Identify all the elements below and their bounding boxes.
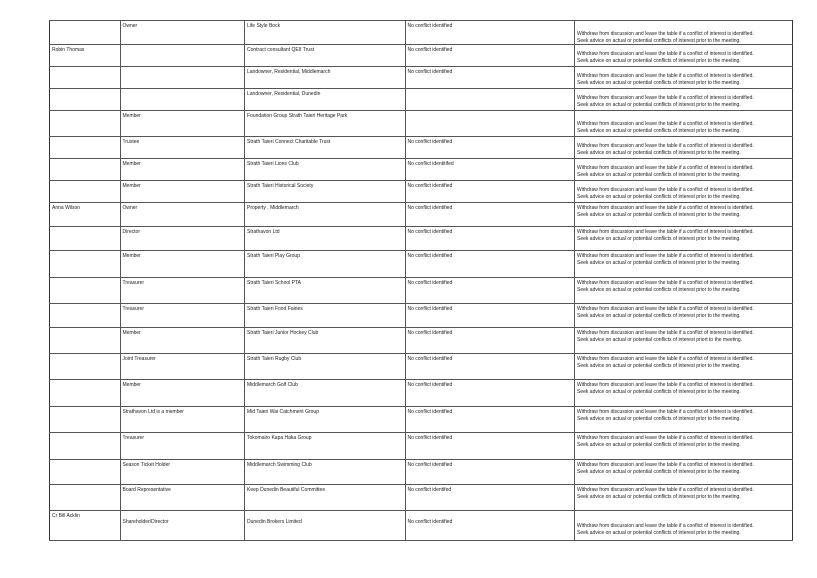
role-cell: Member bbox=[120, 159, 245, 181]
member-name-cell bbox=[50, 354, 121, 380]
seek-advice-instruction: Seek advice on actual or potential conflicts of interest prior to the meeting. bbox=[577, 468, 741, 475]
seek-advice-instruction: Seek advice on actual or potential conflicts of interest priort to the meeting. bbox=[577, 336, 743, 343]
member-name-cell bbox=[50, 485, 121, 511]
role-cell: Member bbox=[120, 328, 245, 354]
management-plan-cell bbox=[575, 304, 793, 328]
conflict-status-cell: No conflict identifed bbox=[405, 485, 575, 511]
withdraw-instruction: Withdraw from discussion and leave the table if a conflict of interest is identified. bbox=[577, 205, 754, 211]
conflict-status-cell: No conflict identified bbox=[405, 407, 575, 433]
seek-advice-instruction: Seek advice on actual or potential conflicts of interest prior to the meeting. bbox=[577, 312, 741, 319]
member-name-cell bbox=[50, 181, 121, 203]
table-row bbox=[50, 111, 793, 137]
seek-advice-instruction: Seek advice on actual or potential conflicts of interest prior to the meeting. bbox=[577, 529, 741, 536]
organisation-cell: Strath Taieri Connect Charitable Trust bbox=[245, 137, 406, 159]
table-row bbox=[50, 203, 793, 227]
management-plan-cell bbox=[575, 45, 793, 67]
conflict-status-cell: No conflict identified bbox=[405, 227, 575, 251]
management-plan-cell bbox=[575, 89, 793, 111]
seek-advice-instruction: Seek advice on actual or potential conflicts of interest prior to the meeting. bbox=[577, 211, 741, 218]
conflict-status-cell: No conflict identified bbox=[405, 433, 575, 460]
conflict-status-cell: No conflict identitifed bbox=[405, 159, 575, 181]
role-cell: Member bbox=[120, 181, 245, 203]
role-cell: Season Ticket Holder bbox=[120, 460, 245, 485]
member-name-cell: Cr Bill Acklin bbox=[50, 511, 121, 541]
member-name-cell bbox=[50, 251, 121, 278]
conflict-status-cell: No conflict identified bbox=[405, 511, 575, 541]
role-cell: Director bbox=[120, 227, 245, 251]
organisation-cell: Strath Taieri Food Fairies bbox=[245, 304, 406, 328]
withdraw-instruction: Withdraw from discussion and leave the table if a conflict of interest is identified. bbox=[577, 487, 754, 493]
member-name-cell bbox=[50, 67, 121, 89]
management-plan-cell bbox=[575, 354, 793, 380]
seek-advice-instruction: Seek advice on actual or potential conflicts of interest prior to the meeting. bbox=[577, 362, 741, 369]
role-cell: Trustee bbox=[120, 137, 245, 159]
withdraw-instruction: Withdraw from discussion and leave the table if a conflict of interest is identified. bbox=[577, 382, 754, 388]
seek-advice-instruction: Seek advice on actual or potential conflicts of interest prior to the meeting. bbox=[577, 171, 741, 178]
role-cell: Board Representative bbox=[120, 485, 245, 511]
role-cell: Member bbox=[120, 111, 245, 137]
table-row bbox=[50, 460, 793, 485]
management-plan-cell bbox=[575, 251, 793, 278]
withdraw-instruction: Withdraw from discussion and leave the table if a conflict of interest is identified. bbox=[577, 229, 754, 235]
table-row bbox=[50, 67, 793, 89]
withdraw-instruction: Withdraw from discussion and leave the table if a conflict of interest is identified. bbox=[577, 73, 754, 79]
management-plan-cell bbox=[575, 203, 793, 227]
withdraw-instruction: Withdraw from discussion and leave the table if a conflict of interest is identified. bbox=[577, 409, 754, 415]
withdraw-instruction: Withdraw from discussion and leave the table if a conflict of interest is identified. bbox=[577, 165, 754, 171]
seek-advice-instruction: Seek advice on actual or potential conflicts of interest prior to the meeting. bbox=[577, 79, 741, 86]
management-plan-cell bbox=[575, 21, 793, 45]
withdraw-instruction: Withdraw from discussion and leave the table if a conflict of interest is identified. bbox=[577, 306, 754, 312]
table-row bbox=[50, 227, 793, 251]
conflict-status-cell: No conflict identified bbox=[405, 278, 575, 304]
seek-advice-instruction: Seek advice on actual or potential conflicts of interest prior to the meeting. bbox=[577, 127, 741, 134]
seek-advice-instruction: Seek advice on actual or potential conflicts of interest prior to the meeting. bbox=[577, 259, 741, 266]
seek-advice-instruction: Seek advice on actual or potential conflicts of interest prior to the meeting. bbox=[577, 235, 741, 242]
table-row bbox=[50, 511, 793, 541]
member-name-cell bbox=[50, 137, 121, 159]
role-cell: Member bbox=[120, 380, 245, 407]
conflict-status-cell: No conflict identified bbox=[405, 181, 575, 203]
role-cell bbox=[120, 45, 245, 67]
table-row bbox=[50, 380, 793, 407]
organisation-cell: Life Style Bock bbox=[245, 21, 406, 45]
management-plan-cell bbox=[575, 67, 793, 89]
member-name-cell bbox=[50, 111, 121, 137]
member-name-cell bbox=[50, 278, 121, 304]
interests-register-table bbox=[49, 20, 793, 541]
table-row bbox=[50, 485, 793, 511]
member-name-cell bbox=[50, 159, 121, 181]
seek-advice-instruction: Seek advice on actual or potential conflicts of interest prior to the meeting. bbox=[577, 37, 741, 44]
role-cell: Owner bbox=[120, 21, 245, 45]
role-cell: Treasurer bbox=[120, 278, 245, 304]
management-plan-cell bbox=[575, 328, 793, 354]
role-cell bbox=[120, 67, 245, 89]
organisation-cell: Strath Taieri Lions Club bbox=[245, 159, 406, 181]
organisation-cell: Dunedin Brokers Limited bbox=[245, 511, 406, 541]
conflict-status-cell: No conflict identified bbox=[405, 304, 575, 328]
table-row bbox=[50, 407, 793, 433]
table-body bbox=[50, 21, 793, 541]
management-plan-cell bbox=[575, 159, 793, 181]
conflict-status-cell: No conflict identified bbox=[405, 203, 575, 227]
table-row bbox=[50, 89, 793, 111]
withdraw-instruction: Withdraw from discussion and leave the table if a conflict of interest is identified. bbox=[577, 253, 754, 259]
conflict-status-cell: No conflict identified bbox=[405, 137, 575, 159]
organisation-cell: Property , Middlemarch bbox=[245, 203, 406, 227]
withdraw-instruction: Withdraw from discussion and leave the table if a conflict of interest is identified. bbox=[577, 280, 754, 286]
organisation-cell: Strath Taieri Historical Society bbox=[245, 181, 406, 203]
withdraw-instruction: Withdraw from discussion and leave the table if a conflict of interest is identified. bbox=[577, 31, 754, 37]
table-row bbox=[50, 433, 793, 460]
conflict-status-cell: No conflict identified bbox=[405, 354, 575, 380]
role-cell: Treasurer bbox=[120, 304, 245, 328]
conflict-status-cell: No conflict identified bbox=[405, 67, 575, 89]
withdraw-instruction: Withdraw from discussion and leave the table if a conflict of interest is identified. bbox=[577, 121, 754, 127]
member-name-cell bbox=[50, 227, 121, 251]
member-name-cell bbox=[50, 304, 121, 328]
organisation-cell: Contract consultant QEII Trust bbox=[245, 45, 406, 67]
seek-advice-instruction: Seek advice on actual or potential conflicts of interest prior to the meeting. bbox=[577, 441, 741, 448]
role-cell: Owner bbox=[120, 203, 245, 227]
interests-register-page bbox=[49, 20, 769, 541]
conflict-status-cell: No conflict identified bbox=[405, 460, 575, 485]
withdraw-instruction: Withdraw from discussion and leave the table if a conflict of interest is identified. bbox=[577, 51, 754, 57]
withdraw-instruction: Withdraw from discussion and leave the table if a conflict of interest is identified. bbox=[577, 462, 754, 468]
seek-advice-instruction: Seek advice on actual or potential conflicts of interest prior to the meeting. bbox=[577, 101, 741, 108]
management-plan-cell bbox=[575, 111, 793, 137]
withdraw-instruction: Withdraw from discussion and leave the table if a conflict of interest is identified. bbox=[577, 95, 754, 101]
seek-advice-instruction: Seek advice on actual or potential conflicts of interest prior to the meeting. bbox=[577, 493, 741, 500]
role-cell: Joint Treasurer bbox=[120, 354, 245, 380]
member-name-cell bbox=[50, 89, 121, 111]
management-plan-cell bbox=[575, 433, 793, 460]
management-plan-cell bbox=[575, 460, 793, 485]
table-row bbox=[50, 251, 793, 278]
withdraw-instruction: Withdraw from discussion and leave the table if a conflict of interest is identified. bbox=[577, 435, 754, 441]
role-cell: Treasurer bbox=[120, 433, 245, 460]
seek-advice-instruction: Seek advice on actual or potential conflicts of interest prior to the meeting. bbox=[577, 57, 741, 64]
withdraw-instruction: Withdraw from discussion and leave the table if a conflict of interest is identified. bbox=[577, 330, 754, 336]
table-row bbox=[50, 278, 793, 304]
conflict-status-cell: No conflict identified bbox=[405, 21, 575, 45]
organisation-cell: Strath Taieri Play Group bbox=[245, 251, 406, 278]
withdraw-instruction: Withdraw from discussion and leave the table if a conflict of interest is identified. bbox=[577, 143, 754, 149]
member-name-cell bbox=[50, 21, 121, 45]
member-name-cell bbox=[50, 460, 121, 485]
organisation-cell: Foundation Group Strath Taieri Heritage Park bbox=[245, 111, 406, 137]
management-plan-cell bbox=[575, 278, 793, 304]
seek-advice-instruction: Seek advice on actual or potential conflicts of interest prior to the meeting. bbox=[577, 415, 741, 422]
member-name-cell: Anna Wilson bbox=[50, 203, 121, 227]
table-row bbox=[50, 304, 793, 328]
management-plan-cell bbox=[575, 485, 793, 511]
role-cell: Shareholder/Director bbox=[120, 511, 245, 541]
organisation-cell: Middlemarch Golf Club bbox=[245, 380, 406, 407]
management-plan-cell bbox=[575, 380, 793, 407]
table-row bbox=[50, 354, 793, 380]
conflict-status-cell: No conflict identified bbox=[405, 328, 575, 354]
seek-advice-instruction: Seek advice on actual or potential conflicts of interest prior to the meeting. bbox=[577, 388, 741, 395]
seek-advice-instruction: Seek advice on actual or potential conflicts of interest prior to the meeting. bbox=[577, 193, 741, 200]
organisation-cell: Strathavon Ltd bbox=[245, 227, 406, 251]
seek-advice-instruction: Seek advice on actual or potential conflicts of interest prior to the meeting. bbox=[577, 149, 741, 156]
role-cell: Member bbox=[120, 251, 245, 278]
conflict-status-cell: No conflict identified bbox=[405, 45, 575, 67]
conflict-status-cell bbox=[405, 89, 575, 111]
organisation-cell: Strath Taieri School PTA bbox=[245, 278, 406, 304]
table-row bbox=[50, 45, 793, 67]
management-plan-cell bbox=[575, 137, 793, 159]
member-name-cell: Robin Thomas bbox=[50, 45, 121, 67]
management-plan-cell bbox=[575, 227, 793, 251]
management-plan-cell bbox=[575, 511, 793, 541]
organisation-cell: Strath Taieri Junior Hockey Club bbox=[245, 328, 406, 354]
organisation-cell: Tokomairo Kapa Haka Group bbox=[245, 433, 406, 460]
organisation-cell: Middlemarch Swimming Club bbox=[245, 460, 406, 485]
conflict-status-cell bbox=[405, 111, 575, 137]
management-plan-cell bbox=[575, 407, 793, 433]
management-plan-cell bbox=[575, 181, 793, 203]
role-cell: Strathavon Ltd is a member bbox=[120, 407, 245, 433]
conflict-status-cell: No conflict identified bbox=[405, 380, 575, 407]
withdraw-instruction: Withdraw from discussion and leave the table if a conflict of interest is identified. bbox=[577, 523, 754, 529]
table-row bbox=[50, 21, 793, 45]
member-name-cell bbox=[50, 433, 121, 460]
organisation-cell: Landowner, Residential, Middlemarch bbox=[245, 67, 406, 89]
table-row bbox=[50, 328, 793, 354]
withdraw-instruction: Withdraw from discussion and leave the table if a conflict of interest is identified. bbox=[577, 187, 754, 193]
organisation-cell: Landowner, Residential, Dunedin bbox=[245, 89, 406, 111]
seek-advice-instruction: Seek advice on actual or potential conflicts of interest prior to the meeting. bbox=[577, 286, 741, 293]
member-name-cell bbox=[50, 407, 121, 433]
table-row bbox=[50, 181, 793, 203]
organisation-cell: Strath Taieri Rugby Club bbox=[245, 354, 406, 380]
organisation-cell: Keep Dunedin Beautiful Committee bbox=[245, 485, 406, 511]
table-row bbox=[50, 137, 793, 159]
withdraw-instruction: Withdraw from discussion and leave the table if a conflict of interest is identified. bbox=[577, 356, 754, 362]
organisation-cell: Mid Taieri Wai Catchment Group bbox=[245, 407, 406, 433]
table-row bbox=[50, 159, 793, 181]
role-cell bbox=[120, 89, 245, 111]
member-name-cell bbox=[50, 328, 121, 354]
conflict-status-cell: No conflict identified bbox=[405, 251, 575, 278]
member-name-cell bbox=[50, 380, 121, 407]
